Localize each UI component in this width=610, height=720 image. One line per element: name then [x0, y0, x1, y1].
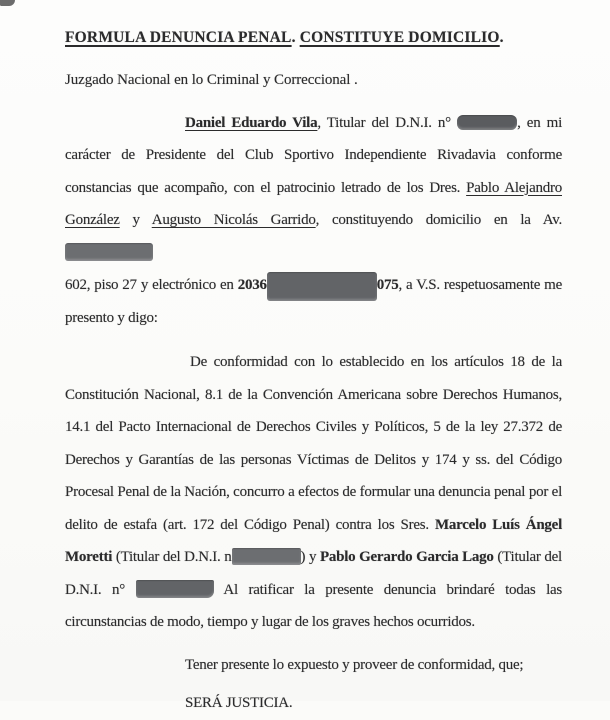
document-line: [65, 606, 562, 639]
document-line: [65, 649, 562, 682]
redaction-box: [232, 548, 301, 565]
text-segment: Augusto Nicolás Garrido: [151, 212, 316, 228]
text-segment: Moretti: [65, 549, 113, 565]
text-segment: presento y digo:: [65, 309, 158, 326]
text-segment: , a V.S. respetuosamente me: [398, 277, 562, 293]
document-line: [65, 687, 562, 720]
document-line: [65, 107, 562, 140]
text-segment: (Titular del D.N.I. n: [112, 549, 232, 565]
text-segment: (Titular del: [493, 549, 562, 565]
text-segment: 075: [376, 277, 399, 293]
text-segment: Marcelo Luís Ángel: [434, 516, 562, 533]
document-line: [65, 574, 562, 607]
paragraph: [65, 649, 562, 682]
document-line: [65, 302, 562, 335]
court-line: Juzgado Nacional en lo Criminal y Correccional .: [65, 72, 358, 88]
text-segment: constancias que acompaño, con el patrocinio letrado de los Dres.: [65, 179, 467, 196]
title-segment: CONSTITUYE DOMICILIO: [299, 29, 500, 46]
text-segment: González: [65, 212, 120, 228]
redaction-box: [65, 243, 153, 261]
text-segment: circunstancias de modo, tiempo y lugar de los graves hechos ocurridos.: [65, 614, 475, 630]
text-segment: 602, piso 27 y electrónico en: [65, 277, 238, 293]
document-line: [65, 411, 562, 444]
document-line: [65, 509, 562, 542]
text-segment: Daniel Eduardo Vila: [185, 114, 318, 131]
document-line: [65, 172, 562, 205]
text-segment: Pablo Gerardo Garcia Lago: [319, 549, 494, 565]
text-segment: Constitución Nacional, 8.1 de la Convención Americana sobre Derechos Humanos,: [65, 386, 562, 403]
redaction-box: [457, 115, 517, 130]
text-segment: y: [119, 212, 152, 228]
text-segment: Pablo Alejandro: [466, 179, 562, 196]
document-line: [65, 379, 562, 412]
document-line: [65, 139, 562, 172]
text-segment: D.N.I. n°: [65, 581, 136, 598]
text-segment: ) y: [300, 549, 320, 565]
text-segment: De conformidad con lo establecido en los artículos 18 de la: [190, 354, 562, 370]
document-line: [65, 541, 562, 574]
text-segment: 2036: [237, 277, 267, 293]
document-title: [65, 28, 562, 48]
document-line: [65, 269, 562, 302]
text-segment: Al ratificar la presente denuncia brindaré todas las: [213, 581, 562, 598]
redaction-box: [267, 272, 377, 301]
paragraph: [65, 107, 562, 335]
redaction-box: [136, 580, 214, 598]
text-segment: carácter de Presidente del Club Sportivo Independiente Rivadavia conforme: [65, 147, 562, 163]
document-line: [65, 204, 562, 269]
document-body: [65, 107, 562, 720]
text-segment: Procesal Penal de la Nación, concurro a efectos de formular una denuncia penal por el: [65, 484, 562, 500]
text-segment: Derechos y Garantías de las personas Víctimas de Delitos y 174 y ss. del Código: [65, 451, 562, 468]
text-segment: , constituyendo domicilio en la Av.: [315, 212, 562, 228]
paragraph: [65, 687, 562, 720]
document-line: [65, 346, 562, 379]
text-segment: , Titular del D.N.I. n°: [317, 114, 458, 131]
text-segment: , en mi: [517, 114, 562, 131]
text-segment: SERÁ JUSTICIA.: [185, 695, 293, 711]
page-corner-artifact: [0, 0, 15, 6]
text-segment: Tener presente lo expuesto y proveer de conformidad, que;: [185, 656, 524, 673]
text-segment: delito de estafa (art. 172 del Código Penal) contra los Sres.: [65, 516, 435, 533]
title-segment: .: [291, 29, 300, 46]
text-segment: 14.1 del Pacto Internacional de Derechos Civiles y Políticos, 5 de la ley 27.372 de: [65, 419, 562, 435]
paragraph: [65, 346, 562, 639]
title-segment: FORMULA DENUNCIA PENAL: [65, 29, 292, 46]
document-line: [65, 444, 562, 477]
document-line: [65, 476, 562, 509]
title-segment: .: [499, 29, 504, 46]
